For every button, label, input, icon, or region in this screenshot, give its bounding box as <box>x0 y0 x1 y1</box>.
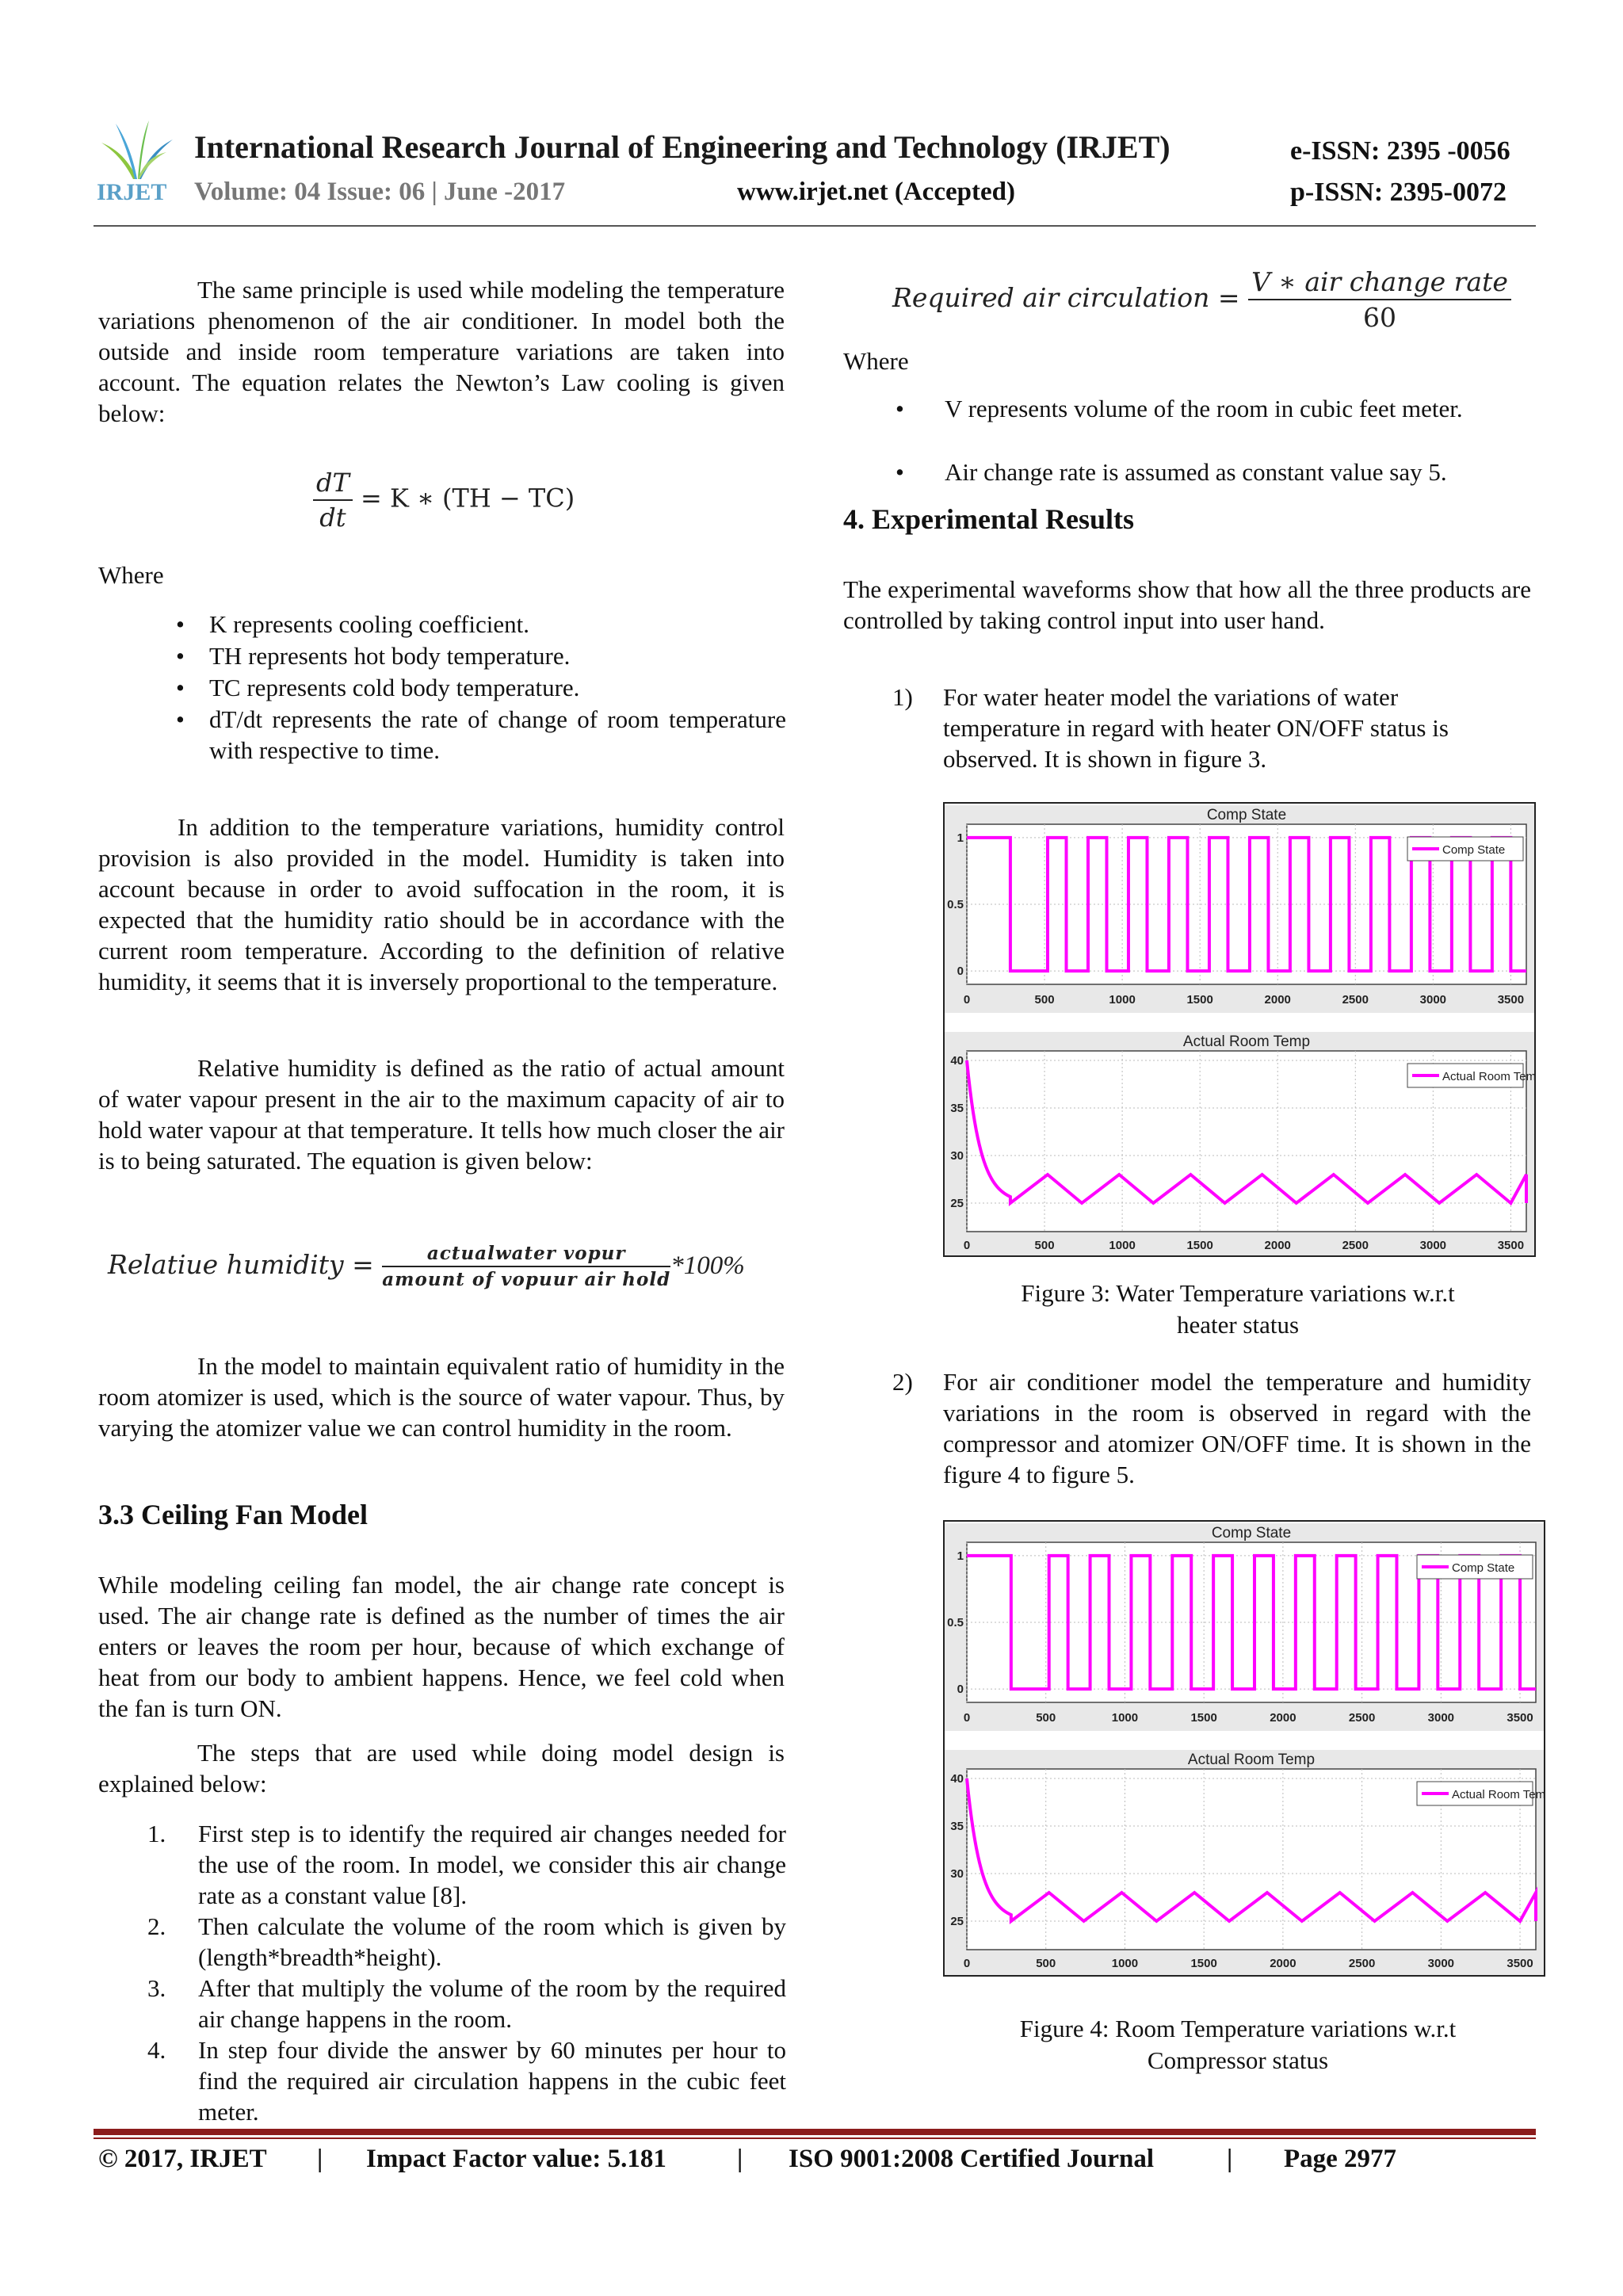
step-text: Then calculate the volume of the room which is given by (length*breadth*height). <box>198 1912 786 1971</box>
eq2-numerator: actualwater vopur <box>382 1243 670 1267</box>
footer-separator: | <box>737 2145 743 2173</box>
left-paragraph-4: In the model to maintain equivalent ratio of humidity in the room atomizer is used, which is the source of water vapour. Thus, by varying the atomizer value we can control humidity in the room. <box>98 1352 785 1442</box>
legend-label: Comp State <box>1452 1561 1515 1575</box>
x-tick-label: 2500 <box>1348 1711 1376 1725</box>
x-tick-label: 2000 <box>1264 993 1291 1007</box>
step-item <box>147 2034 786 2130</box>
numbered-item <box>892 682 1531 777</box>
x-tick-label: 1500 <box>1186 1239 1213 1252</box>
item-number: 2) <box>892 1368 913 1396</box>
figure-4-caption-line2: Compressor status <box>1147 2046 1329 2074</box>
legend <box>1407 1064 1534 1087</box>
y-tick-label: 25 <box>950 1915 964 1928</box>
x-tick-label: 3500 <box>1497 993 1525 1007</box>
figure-3-caption <box>943 1278 1533 1341</box>
eq2-lhs: Relatiue humidity = <box>108 1249 374 1280</box>
legend-label: Actual Room Temp <box>1442 1070 1534 1083</box>
x-tick-label: 1000 <box>1111 1711 1139 1725</box>
footer-impact-factor: Impact Factor value: 5.181 <box>366 2145 666 2173</box>
y-tick-label: 30 <box>950 1149 964 1163</box>
figure-4-caption-line1: Figure 4: Room Temperature variations w.r.t <box>1019 2015 1457 2042</box>
bullet-text: Air change rate is assumed as constant value say 5. <box>945 458 1447 486</box>
bullet-item <box>176 609 786 640</box>
footer-rule-thick <box>94 2129 1536 2135</box>
footer-page: Page 2977 <box>1284 2145 1397 2173</box>
x-tick-label: 2000 <box>1270 1957 1296 1970</box>
eq3-lhs: Required air circulation = <box>892 282 1240 313</box>
y-tick-label: 1 <box>957 831 964 845</box>
x-tick-label: 2500 <box>1348 1957 1376 1970</box>
x-tick-label: 3000 <box>1427 1957 1455 1970</box>
step-text: In step four divide the answer by 60 minutes per hour to find the required air circulation happens in the cubic feet meter. <box>198 2036 786 2126</box>
x-tick-label: 3000 <box>1427 1711 1455 1725</box>
bullet-dot-icon: • <box>176 642 185 670</box>
legend <box>1417 1555 1533 1579</box>
x-tick-label: 0 <box>963 1239 971 1252</box>
figure-4-caption <box>943 2013 1533 2076</box>
y-tick-label: 0 <box>957 965 964 979</box>
item-text: For air conditioner model the temperature and humidity variations in the room is observed in regard with the compressor and atomizer ON/OFF time. It is shown in the figure 4 to figure 5. <box>943 1368 1531 1488</box>
bullet-dot-icon: • <box>896 395 904 422</box>
step-item <box>147 1818 786 1913</box>
bullet-item <box>176 672 786 704</box>
subplot-title: Actual Room Temp <box>1187 1752 1316 1768</box>
bullet-item <box>896 393 1531 457</box>
y-tick-label: 35 <box>950 1102 964 1115</box>
x-tick-label: 3500 <box>1497 1239 1525 1252</box>
equation-humidity <box>108 1243 745 1290</box>
x-tick-label: 0 <box>963 1711 971 1725</box>
journal-title: International Research Journal of Engineering and Technology (IRJET) <box>194 129 1170 165</box>
website: www.irjet.net (Accepted) <box>737 178 1015 206</box>
bullet-text: V represents volume of the room in cubic feet meter. <box>945 395 1463 422</box>
bullet-item <box>176 704 786 767</box>
left-where: Where <box>98 561 164 589</box>
section-heading-4: 4. Experimental Results <box>843 503 1134 535</box>
eq1-numerator: dT <box>313 468 353 501</box>
step-item <box>147 1911 786 1974</box>
x-tick-label: 1000 <box>1109 1239 1136 1252</box>
x-tick-label: 1000 <box>1111 1957 1139 1970</box>
footer-rule-thin <box>94 2137 1536 2139</box>
subplot-1 <box>945 805 1534 1013</box>
x-tick-label: 1500 <box>1186 993 1213 1007</box>
footer-copyright: © 2017, IRJET <box>98 2145 267 2173</box>
figure-3-chart <box>945 804 1534 1255</box>
x-tick-label: 500 <box>1036 1711 1056 1725</box>
left-paragraph-6: The steps that are used while doing model design is explained below: <box>98 1739 785 1797</box>
logo-leaves-icon <box>94 117 181 181</box>
legend <box>1417 1782 1544 1805</box>
step-number: 4. <box>147 2036 166 2064</box>
section-heading-3-3: 3.3 Ceiling Fan Model <box>98 1499 368 1530</box>
volume-info: Volume: 04 Issue: 06 | June -2017 <box>194 178 566 206</box>
irjet-logo <box>94 117 181 181</box>
left-paragraph-5: While modeling ceiling fan model, the air change rate concept is used. The air change rate is defined as the number of times the air enters or leaves the room per hour, because of which exchange of heat from our body to ambient happens. Hence, we feel cold when the fan is turn ON. <box>98 1571 785 1722</box>
step-text: After that multiply the volume of the room by the required air change happens in the room. <box>198 1974 786 2033</box>
y-tick-label: 30 <box>950 1867 964 1881</box>
subplot-title: Comp State <box>1211 1525 1292 1541</box>
left-paragraph-1: The same principle is used while modeling the temperature variations phenomenon of the air conditioner. In model both the outside and inside room temperature variations are taken into account. The equation relates the Newton’s Law cooling is given below: <box>98 276 785 427</box>
bullet-text: TC represents cold body temperature. <box>209 674 580 701</box>
numbered-item <box>892 1366 1531 1493</box>
subplot-2 <box>945 1750 1544 1975</box>
x-tick-label: 2000 <box>1264 1239 1291 1252</box>
eq1-rhs: = K ∗ (TH − TC) <box>361 483 575 514</box>
bullet-text: K represents cooling coefficient. <box>209 610 529 638</box>
step-number: 3. <box>147 1974 166 2002</box>
x-tick-label: 3500 <box>1507 1711 1533 1725</box>
right-paragraph-1: The experimental waveforms show that how all the three products are controlled by taking control input into user hand. <box>843 575 1531 634</box>
y-tick-label: 35 <box>950 1820 964 1833</box>
bullet-text: dT/dt represents the rate of change of room temperature with respective to time. <box>209 705 786 764</box>
x-tick-label: 500 <box>1036 1957 1056 1970</box>
y-tick-label: 25 <box>950 1197 964 1210</box>
header-rule <box>94 225 1536 227</box>
figure-4-chart <box>945 1522 1544 1975</box>
subplot-title: Comp State <box>1206 807 1287 823</box>
x-tick-label: 0 <box>963 993 971 1007</box>
x-tick-label: 1500 <box>1190 1711 1217 1725</box>
x-tick-label: 1000 <box>1109 993 1136 1007</box>
x-tick-label: 1500 <box>1190 1957 1217 1970</box>
footer-iso: ISO 9001:2008 Certified Journal <box>789 2145 1155 2173</box>
x-tick-label: 500 <box>1034 1239 1055 1252</box>
figure-3 <box>943 802 1536 1257</box>
bullet-dot-icon: • <box>176 674 185 701</box>
step-number: 1. <box>147 1820 166 1847</box>
right-where: Where <box>843 347 909 375</box>
legend-label: Actual Room Temp <box>1452 1788 1544 1801</box>
legend <box>1407 837 1523 861</box>
figure-4 <box>943 1520 1545 1977</box>
x-tick-label: 2000 <box>1270 1711 1296 1725</box>
left-paragraph-2: In addition to the temperature variations, humidity control provision is also provided in the model. Humidity is taken into account because in order to avoid suffocation in the room, it is expected that the humidity ratio should be in accordance with the current room temperature. According to the definition of relative humidity, it seems that it is inversely proportional to the temperature. <box>98 813 785 995</box>
subplot-title: Actual Room Temp <box>1182 1033 1311 1050</box>
step-number: 2. <box>147 1912 166 1940</box>
equation-air-circulation <box>892 266 1511 333</box>
x-tick-label: 500 <box>1034 993 1055 1007</box>
x-tick-label: 3000 <box>1419 1239 1447 1252</box>
y-tick-label: 0.5 <box>947 898 964 911</box>
y-tick-label: 40 <box>950 1772 964 1786</box>
y-tick-label: 0.5 <box>947 1616 964 1629</box>
x-tick-label: 3000 <box>1419 993 1447 1007</box>
footer-separator: | <box>317 2145 323 2173</box>
eq3-denominator: 60 <box>1362 302 1396 333</box>
eq2-denominator: amount of vopuur air hold <box>382 1269 671 1290</box>
eissn: e-ISSN: 2395 -0056 <box>1290 136 1510 166</box>
left-paragraph-3: Relative humidity is defined as the ratio of actual amount of water vapour present in the air to the maximum capacity of air to hold water vapour at that temperature. It tells how much closer the air is to being saturated. The equation is given below: <box>98 1054 785 1175</box>
bullet-item <box>176 640 786 672</box>
bullet-text: TH represents hot body temperature. <box>209 642 571 670</box>
eq1-denominator: dt <box>319 502 346 533</box>
y-tick-label: 1 <box>957 1549 964 1563</box>
y-tick-label: 0 <box>957 1683 964 1697</box>
step-text: First step is to identify the required air changes needed for the use of the room. In model, we consider this air change rate as a constant value [8]. <box>198 1820 786 1909</box>
eq3-numerator: V ∗ air change rate <box>1248 266 1511 300</box>
eq2-tail: *100% <box>670 1251 745 1280</box>
legend-label: Comp State <box>1442 843 1506 857</box>
bullet-dot-icon: • <box>176 705 185 733</box>
x-tick-label: 2500 <box>1342 1239 1369 1252</box>
figure-3-caption-line2: heater status <box>1176 1311 1300 1339</box>
pissn: p-ISSN: 2395-0072 <box>1290 178 1507 207</box>
equation-newton <box>313 468 575 533</box>
figure-3-caption-line1: Figure 3: Water Temperature variations w.r.t <box>1021 1279 1455 1307</box>
logo-text: IRJET <box>97 179 167 205</box>
y-tick-label: 40 <box>950 1054 964 1068</box>
step-item <box>147 1973 786 2036</box>
bullet-item <box>896 457 1531 488</box>
x-tick-label: 3500 <box>1507 1957 1533 1970</box>
bullet-dot-icon: • <box>176 610 185 638</box>
x-tick-label: 2500 <box>1342 993 1369 1007</box>
item-text: For water heater model the variations of water temperature in regard with heater ON/OFF status is observed. It is shown in figure 3. <box>943 683 1449 773</box>
x-tick-label: 0 <box>963 1957 971 1970</box>
bullet-dot-icon: • <box>896 458 904 486</box>
footer-separator: | <box>1227 2145 1233 2173</box>
subplot-2 <box>945 1032 1534 1255</box>
subplot-1 <box>945 1523 1544 1731</box>
item-number: 1) <box>892 683 913 711</box>
